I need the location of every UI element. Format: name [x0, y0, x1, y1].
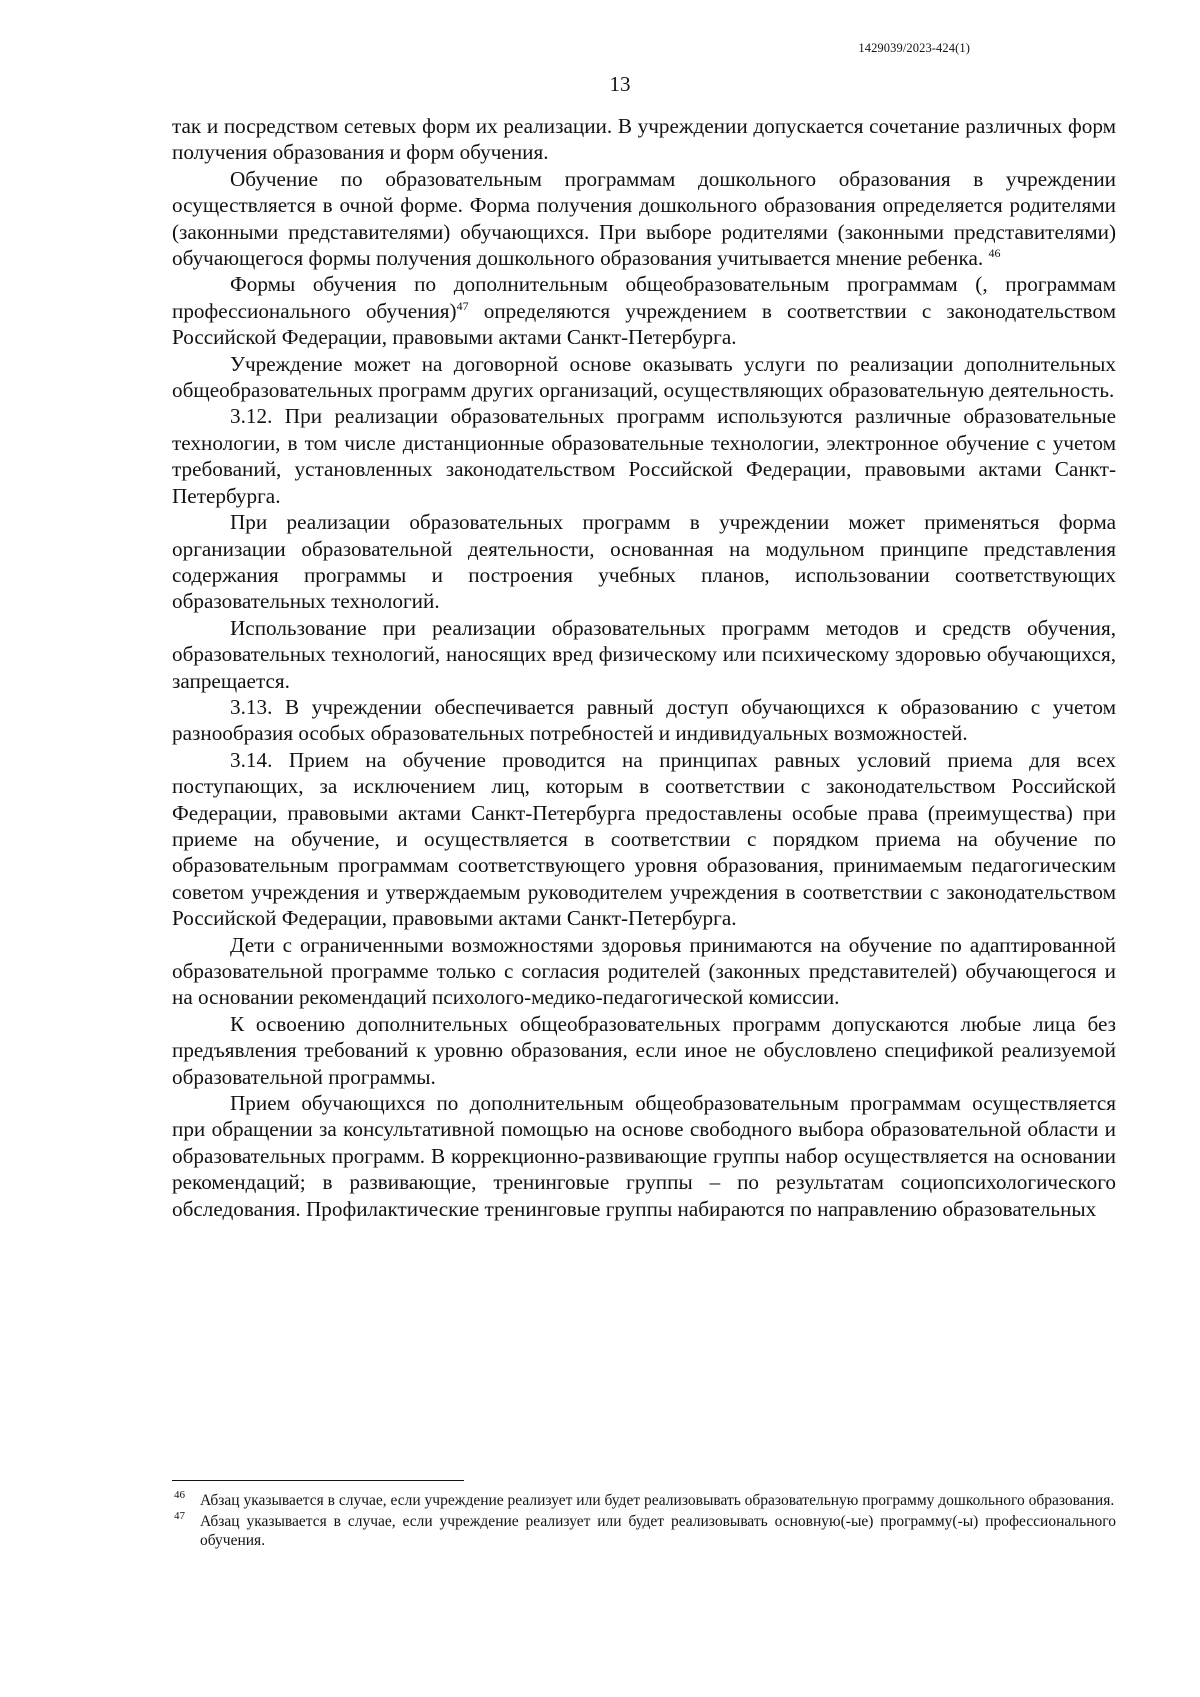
paragraph-3-13: 3.13. В учреждении обеспечивается равный доступ обучающихся к образованию с учетом разнообразия особых образовательных потребностей и индивидуальных возможностей. [172, 694, 1116, 746]
footnote-46 [172, 1491, 1116, 1511]
paragraph-preschool-form [172, 166, 1116, 272]
footnote-47 [172, 1509, 1116, 1551]
footnotes [172, 1491, 1116, 1552]
paragraph-continuation: так и посредством сетевых форм их реализации. В учреждении допускается сочетание различных форм получения образования и форм обучения. [172, 114, 1116, 165]
document-body [172, 113, 1116, 1222]
page-number: 13 [609, 72, 631, 96]
paragraph-harm-prohibition: Использование при реализации образовательных программ методов и средств обучения, образовательных технологий, наносящих вред физическому или психическому здоровью обучающихся, запрещается. [172, 615, 1116, 693]
footnote-text: Абзац указывается в случае, если учреждение реализует или будет реализовывать основную(-ые) программу(-ы) профессионального обучения. [200, 1512, 1116, 1549]
paragraph-3-14: 3.14. Прием на обучение проводится на принципах равных условий приема для всех поступающих, за исключением лиц, которым в соответствии с законодательством Российской Федерации, правовыми актами Санкт-Петербурга предоставлены особые права (преимущества) при приеме на обучение, и осуществляется в соответствии с порядком приема на обучение по образовательным программам соответствующего уровня образования, принимаемым педагогическим советом учреждения и утверждаемым руководителем учреждения в соответствии с законодательством Российской Федерации, правовыми актами Санкт-Петербурга. [172, 747, 1116, 931]
paragraph-text: Формы обучения по дополнительным общеобразовательным программам (, программам профессионального обучения) [172, 272, 1116, 323]
footnote-mark: 46 [174, 1489, 185, 1501]
paragraph-disabilities: Дети с ограниченными возможностями здоровья принимаются на обучение по адаптированной образовательной программе только с согласия родителей (законных представителей) обучающегося и на основании рекомендаций психолого-медико-педагогической комиссии. [172, 932, 1116, 1010]
footnote-mark: 47 [174, 1509, 185, 1522]
paragraph-additional-programs [172, 271, 1116, 350]
paragraph-contract-services: Учреждение может на договорной основе оказывать услуги по реализации дополнительных общеобразовательных программ других организаций, осуществляющих образовательную деятельность. [172, 351, 1116, 403]
paragraph-3-12: 3.12. При реализации образовательных программ используются различные образовательные технологии, в том числе дистанционные образовательные технологии, электронное обучение с учетом требований, установленных законодательством Российской Федерации, правовыми актами Санкт-Петербурга. [172, 404, 1116, 508]
footnote-divider [172, 1480, 464, 1481]
paragraph-admission-additional: Прием обучающихся по дополнительным общеобразовательным программам осуществляется при обращении за консультативной помощью на основе свободного выбора образовательной области и образовательных программ. В коррекционно-развивающие группы набор осуществляется на основании рекомендаций; в развивающие, тренинговые группы – по результатам социопсихологического обследования. Профилактические тренинговые группы набираются по направлению образовательных [172, 1091, 1116, 1221]
paragraph-modular-principle: При реализации образовательных программ в учреждении может применяться форма организации образовательной деятельности, основанная на модульном принципе представления содержания программы и построения учебных планов, использовании соответствующих образовательных технологий. [172, 510, 1116, 614]
footnote-ref-46[interactable]: 46 [988, 246, 1001, 261]
paragraph-text: Обучение по образовательным программам дошкольного образования в учреждении осуществляется в очной форме. Форма получения дошкольного образования определяется родителями (законными представителями) обучающихся. При выборе родителями (законными представителями) обучающегося формы получения дошкольного образования учитывается мнение ребенка. [172, 166, 1116, 271]
paragraph-admission-any: К освоению дополнительных общеобразовательных программ допускаются любые лица без предъявления требований к уровню образования, если иное не обусловлено спецификой реализуемой образовательной программы. [172, 1011, 1116, 1089]
document-id: 1429039/2023-424(1) [858, 41, 970, 55]
footnote-text: Абзац указывается в случае, если учреждение реализует или будет реализовывать образовательную программу дошкольного образования. [200, 1492, 1115, 1509]
paragraph-text: определяются учреждением в соответствии с законодательством Российской Федерации, правовыми актами Санкт-Петербурга. [172, 298, 1116, 350]
footnote-ref-47[interactable]: 47 [456, 298, 469, 313]
